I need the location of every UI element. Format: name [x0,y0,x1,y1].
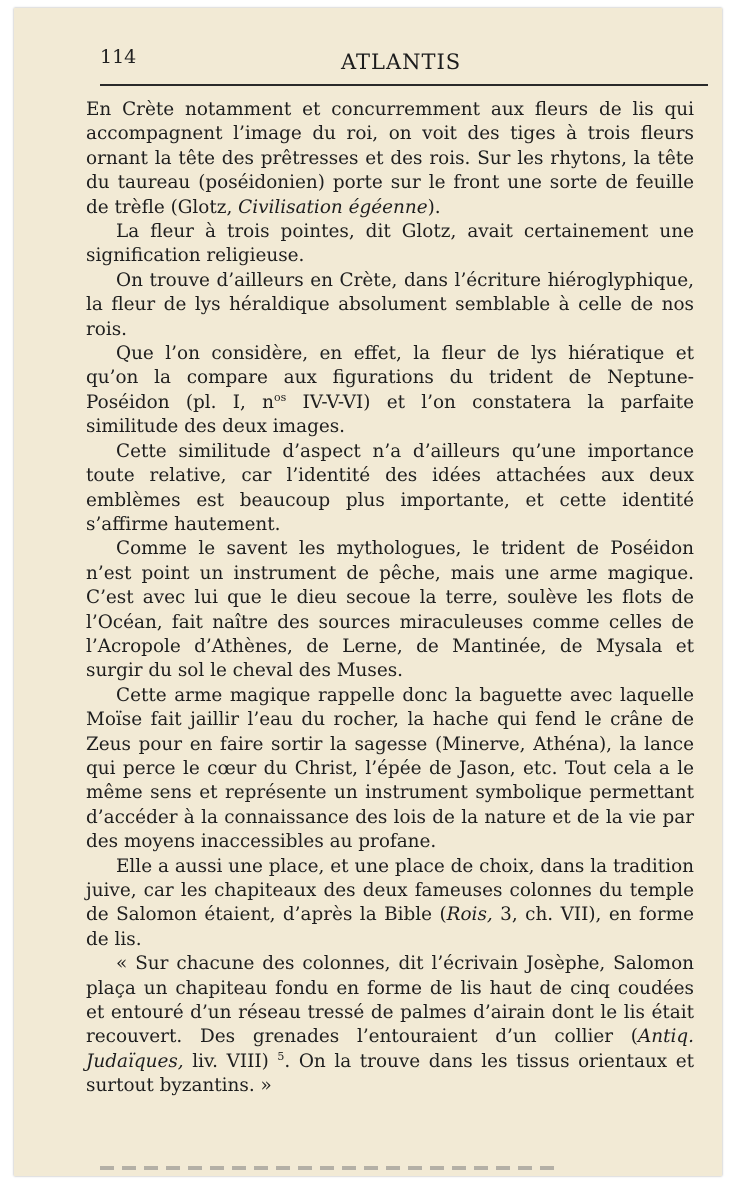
page-number: 114 [100,46,137,68]
paragraph: On trouve d’ailleurs en Crète, dans l’écriture hiéroglyphique, la fleur de lys héraldique absolument semblable à celle de nos rois. [86,269,694,340]
cut-off-footnote-line [100,1166,560,1170]
paragraph: La fleur à trois pointes, dit Glotz, avait certainement une signification religieuse. [86,221,694,267]
paragraph: Elle a aussi une place, et une place de choix, dans la tradition juive, car les chapiteaux des deux fameuses colonnes du temple de Salomon étaient, d’après la Bible (Rois, 3, ch. VII), en forme de lis. [86,855,694,950]
paragraph: « Sur chacune des colonnes, dit l’écrivain Josèphe, Salomon plaça un chapiteau fondu en forme de lis haut de cinq coudées et entouré d’un réseau tressé de palmes d’airain dont le lis était recouvert. Des grenades l’entouraient d’un collier (Antiq. Judaïques, liv. VIII) $^5$. On la trouve dans les tissus orientaux et surtout byzantins. » [86,953,694,1097]
header-rule [100,84,708,86]
paragraph: En Crète notamment et concurremment aux fleurs de lis qui accompagnent l’image du roi, on voit des tiges à trois fleurs ornant la tête des prêtresses et des rois. Sur les rhytons, la tête du taureau (poséidonien) porte sur le front une sorte de feuille de trèfle (Glotz, Civilisation égéenne). [86,99,694,218]
paragraph: Que l’on considère, en effet, la fleur de lys hiératique et qu’on la compare aux figurations du trident de Neptune-Poséidon (pl. I, $n^{os}$ IV-V-VI) et l’on constatera la parfaite similitude des deux images. [86,343,694,438]
paragraph: Cette similitude d’aspect n’a d’ailleurs qu’une importance toute relative, car l’identité des idées attachées aux deux emblèmes est beaucoup plus importante, et cette identité s’affirme hautement. [86,440,694,535]
paragraph: Cette arme magique rappelle donc la baguette avec laquelle Moïse fait jaillir l’eau du rocher, la hache qui fend le crâne de Zeus pour en faire sortir la sagesse (Minerve, Athéna), la lance qui perce le cœur du Christ, l’épée de Jason, etc. Tout cela a le même sens et représente un instrument symbolique permettant d’accéder à la connaissance des lois de la nature et de la vie par des moyens inaccessibles au profane. [86,684,694,853]
running-title: ATLANTIS [341,50,462,74]
body-text [86,98,694,1099]
paragraph: Comme le savent les mythologues, le trident de Poséidon n’est point un instrument de pêche, mais une arme magique. C’est avec lui que le dieu secoue la terre, soulève les flots de l’Océan, fait naître des sources miraculeuses comme celles de l’Acropole d’Athènes, de Lerne, de Mantinée, de Mysala et surgir du sol le cheval des Muses. [86,538,694,682]
